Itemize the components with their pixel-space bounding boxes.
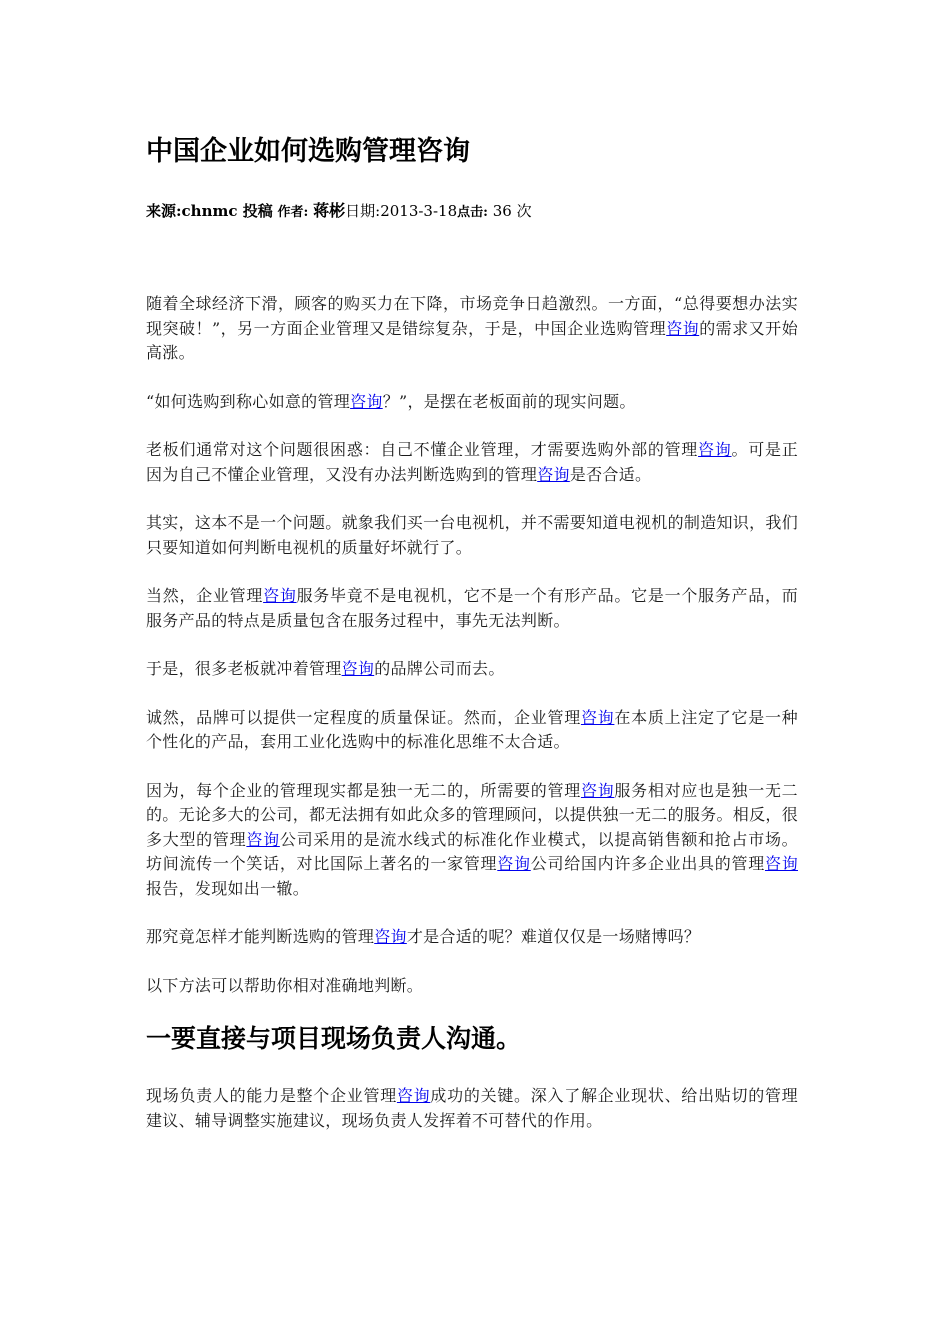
text: 。可是正因为自己不懂企业管理，又没有办法判断选购到的管理 (146, 440, 799, 484)
article-meta (146, 199, 532, 225)
consulting-link[interactable]: 咨询 (764, 854, 798, 873)
consulting-link[interactable]: 咨询 (666, 318, 700, 338)
consulting-link[interactable]: 咨询 (537, 464, 570, 484)
paragraph (146, 438, 798, 487)
consulting-link[interactable]: 咨询 (374, 927, 407, 946)
text: 服务相对应也是独一无二的。无论多大的公司，都无法拥有如此众多的管理顾问，以提供独一无二的服务。相反，很多大型的管理 (146, 780, 799, 849)
text: 诚然，品牌可以提供一定程度的质量保证。然而，企业管理 (146, 707, 581, 727)
clicks-label: 点击: (457, 205, 488, 220)
paragraph (146, 390, 798, 415)
text: 的需求又开始高涨。 (146, 318, 798, 362)
text: 成功的关键。深入了解企业现状、给出贴切的管理建议、辅导调整实施建议，现场负责人发挥着不可替代的作用。 (146, 1086, 798, 1130)
text: 报告，发现如出一辙。 (146, 878, 310, 898)
consulting-link[interactable]: 咨询 (396, 1086, 431, 1105)
consulting-link[interactable]: 咨询 (580, 707, 615, 727)
text: 随着全球经济下滑，顾客的购买力在下降，市场竞争日趋激烈。一方面，“总得要想办法实现突破！”，另一方面企业管理又是错综复杂，于是，中国企业选购管理 (146, 294, 798, 338)
source-value: chnmc 投稿 (181, 202, 273, 220)
text: 在本质上注定了它是一种个性化的产品，套用工业化选购中的标准化思维不太合适。 (146, 707, 798, 751)
consulting-link[interactable]: 咨询 (246, 829, 280, 849)
consulting-link[interactable]: 咨询 (263, 586, 297, 605)
text: 老板们通常对这个问题很困惑：自己不懂企业管理，才需要选购外部的管理 (146, 440, 699, 459)
article-body (146, 292, 798, 1157)
paragraph: 以下方法可以帮助你相对准确地判断。 (146, 975, 424, 995)
text: 是否合适。 (569, 464, 652, 484)
consulting-link[interactable]: 咨询 (497, 854, 531, 873)
text: 于是，很多老板就冲着管理 (146, 659, 342, 678)
text: 因为，每个企业的管理现实都是独一无二的，所需要的管理 (146, 780, 581, 800)
consulting-link[interactable]: 咨询 (350, 391, 383, 411)
text: 服务毕竟不是电视机，它不是一个有形产品。它是一个服务产品，而服务产品的特点是质量包含在服务过程中，事先无法判断。 (146, 586, 798, 630)
author-label: 作者: (277, 205, 309, 220)
paragraph (146, 706, 798, 755)
clicks-value: 36 次 (492, 202, 532, 220)
consulting-link[interactable]: 咨询 (580, 780, 615, 800)
paragraph (146, 584, 798, 633)
consulting-link[interactable]: 咨询 (341, 659, 375, 678)
date-value: 2013-3-18 (380, 202, 458, 220)
paragraph: 其实，这本不是一个问题。就象我们买一台电视机，并不需要知道电视机的制造知识，我们只要知道如何判断电视机的质量好坏就行了。 (146, 513, 799, 557)
text: “如何选购到称心如意的管理 (146, 391, 351, 411)
paragraph (146, 292, 798, 366)
text: 的品牌公司而去。 (374, 659, 505, 678)
paragraph (146, 925, 798, 950)
text: 那究竟怎样才能判断选购的管理 (146, 927, 375, 946)
date-label: 日期: (345, 202, 381, 220)
text: 当然，企业管理 (146, 586, 264, 605)
author-value: 蒋彬 (313, 201, 346, 220)
text: 公司采用的是流水线式的标准化作业模式，以提高销售额和抢占市场。坊间流传一个笑话，对比国际上著名的一家管理 (146, 829, 798, 873)
consulting-link[interactable]: 咨询 (698, 440, 732, 459)
text: ？”，是摆在老板面前的现实问题。 (382, 391, 636, 411)
paragraph (146, 1084, 798, 1133)
text: 公司给国内许多企业出具的管理 (530, 854, 765, 873)
paragraph (146, 779, 798, 902)
text: 现场负责人的能力是整个企业管理 (146, 1086, 397, 1105)
text: 才是合适的呢？难道仅仅是一场赌博吗？ (406, 927, 701, 946)
paragraph (146, 657, 798, 682)
article-title: 中国企业如何选购管理咨询 (146, 136, 470, 167)
section-heading: 一要直接与项目现场负责人沟通。 (146, 1024, 522, 1053)
source-label: 来源: (146, 202, 182, 220)
